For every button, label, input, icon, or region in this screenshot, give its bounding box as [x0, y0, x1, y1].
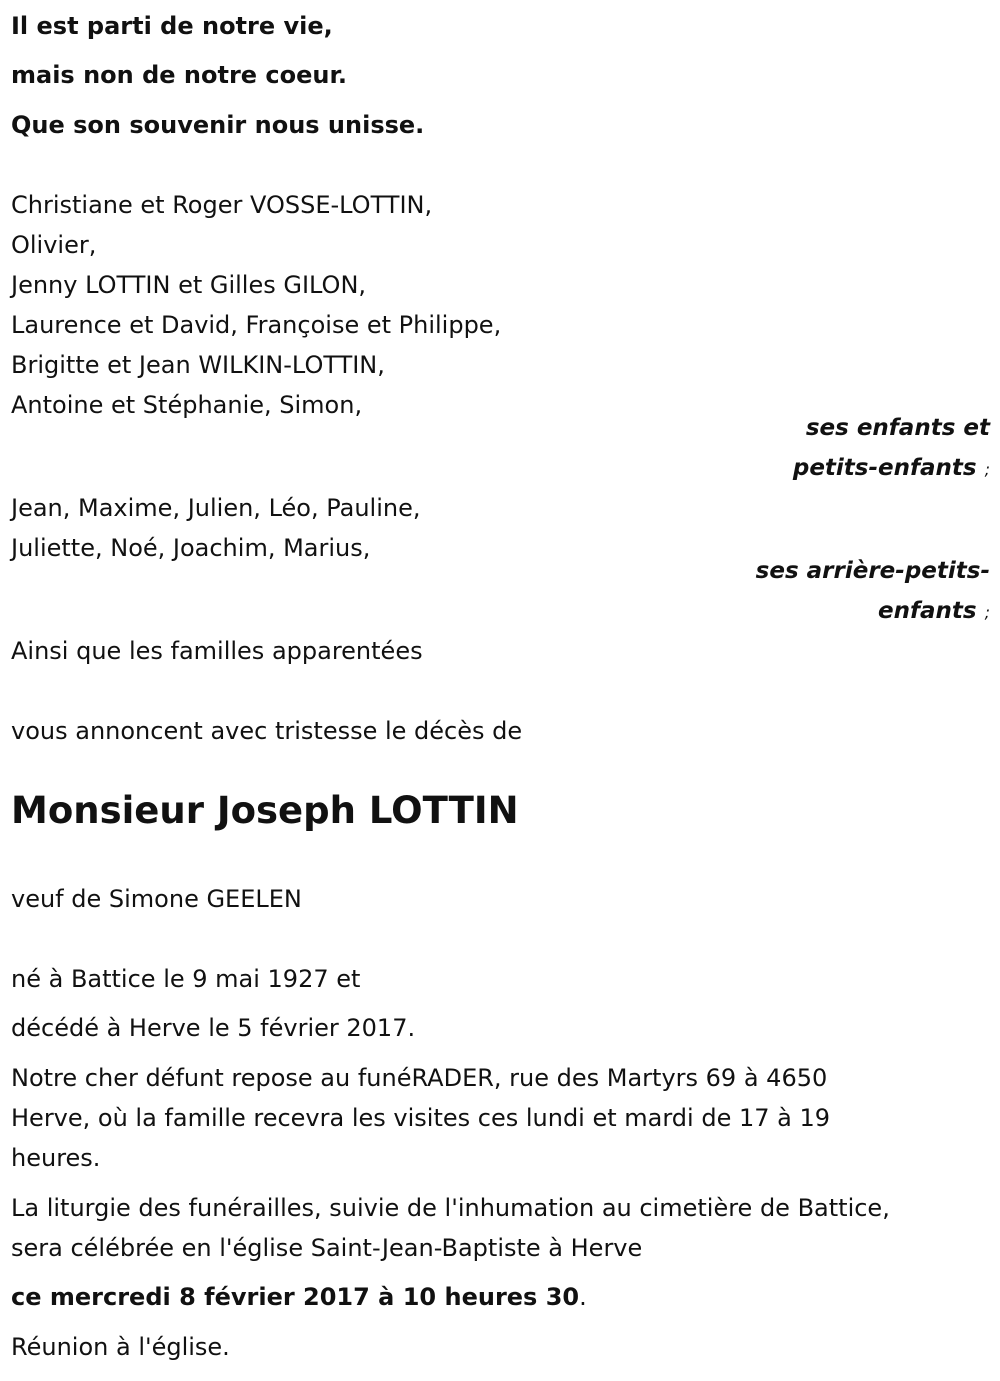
- birth-line: né à Battice le 9 mai 1927 et: [11, 965, 361, 993]
- announcement: vous annoncent avec tristesse le décès de: [11, 717, 523, 745]
- great-grandchildren-line: Juliette, Noé, Joachim, Marius,: [11, 534, 371, 562]
- rest-line-2: Herve, où la famille recevra les visites ces lundi et mardi de 17 à 19: [11, 1104, 831, 1132]
- great-grandchildren-role-line-1: ses arrière-petits-: [755, 558, 990, 584]
- family-line: Christiane et Roger VOSSE-LOTTIN,: [11, 191, 433, 219]
- rest-line-3: heures.: [11, 1144, 101, 1172]
- ceremony-date-end: .: [579, 1283, 587, 1311]
- widower-line: veuf de Simone GEELEN: [11, 885, 302, 913]
- liturgy-line-2: sera célébrée en l'église Saint-Jean-Baptiste à Herve: [11, 1234, 643, 1262]
- liturgy-line-1: La liturgie des funérailles, suivie de l'inhumation au cimetière de Battice,: [11, 1194, 890, 1222]
- poem-line-1: Il est parti de notre vie,: [11, 12, 333, 40]
- children-role-line-2: [793, 448, 990, 490]
- children-role-line-1: ses enfants et: [805, 415, 990, 441]
- great-grandchildren-line: Jean, Maxime, Julien, Léo, Pauline,: [11, 494, 421, 522]
- rest-line-1: Notre cher défunt repose au funéRADER, rue des Martyrs 69 à 4650: [11, 1064, 828, 1092]
- family-line: Olivier,: [11, 231, 97, 259]
- family-line: Jenny LOTTIN et Gilles GILON,: [11, 271, 367, 299]
- death-line: décédé à Herve le 5 février 2017.: [11, 1014, 416, 1042]
- ceremony-date: ce mercredi 8 février 2017 à 10 heures 30: [11, 1283, 580, 1311]
- poem-line-2: mais non de notre coeur.: [11, 61, 348, 89]
- deceased-name: Monsieur Joseph LOTTIN: [11, 789, 519, 832]
- related-families: Ainsi que les familles apparentées: [11, 637, 423, 665]
- meeting-line: Réunion à l'église.: [11, 1333, 230, 1361]
- children-role-punct: ;: [984, 460, 990, 479]
- family-line: Antoine et Stéphanie, Simon,: [11, 391, 363, 419]
- great-grandchildren-role-text: enfants: [878, 598, 977, 624]
- poem-line-3: Que son souvenir nous unisse.: [11, 111, 425, 139]
- ceremony-date-line: [11, 1277, 587, 1317]
- family-line: Laurence et David, Françoise et Philippe,: [11, 311, 502, 339]
- children-role-text: petits-enfants: [792, 455, 977, 481]
- great-grandchildren-role-line-2: [878, 591, 990, 633]
- great-grandchildren-role-punct: ;: [984, 603, 990, 622]
- family-line: Brigitte et Jean WILKIN-LOTTIN,: [11, 351, 385, 379]
